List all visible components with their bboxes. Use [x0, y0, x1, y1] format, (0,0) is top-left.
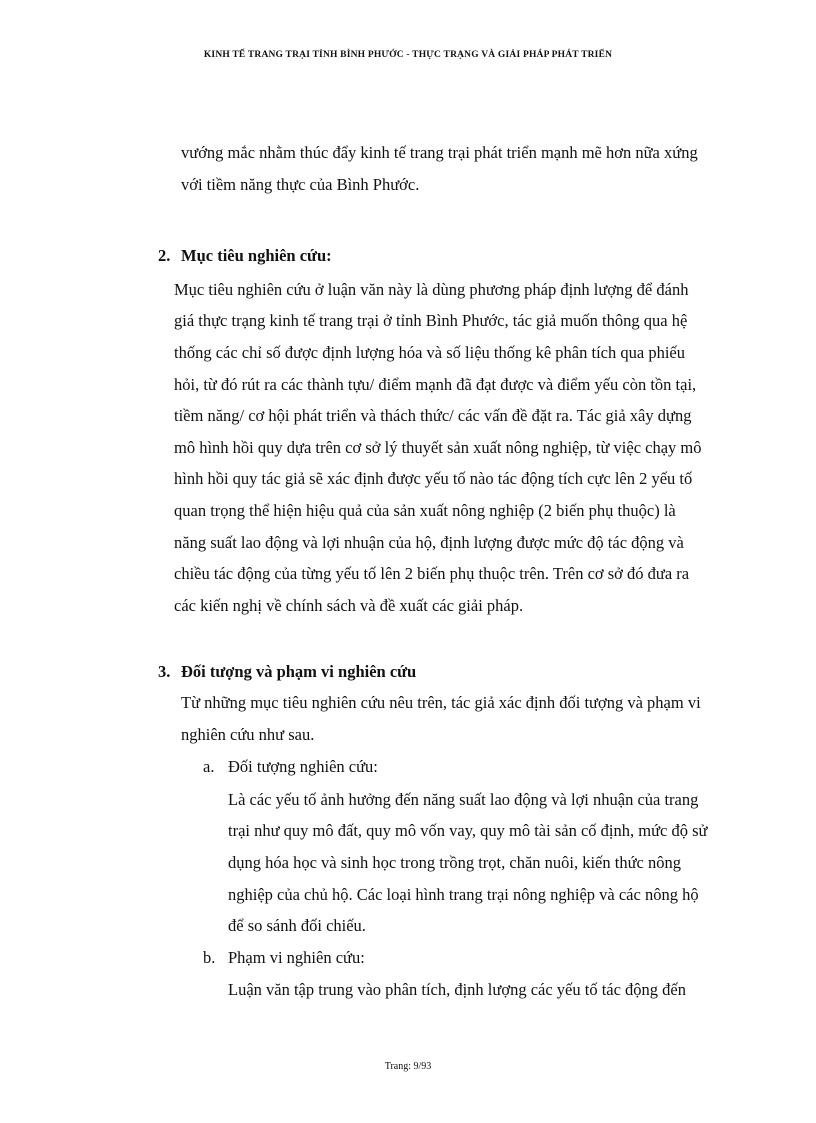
paragraph-line: trại như quy mô đất, quy mô vốn vay, quy mô tài sản cố định, mức độ sử	[228, 821, 708, 840]
paragraph-line: Là các yếu tố ảnh hưởng đến năng suất lao động và lợi nhuận của trang	[228, 790, 699, 809]
paragraph-line: chiều tác động của từng yếu tố lên 2 biến phụ thuộc trên. Trên cơ sở đó đưa ra	[174, 564, 690, 583]
paragraph-line: hình hồi quy tác giả sẽ xác định được yếu tố nào tác động tích cực lên 2 yếu tố	[174, 469, 693, 488]
section-number: 3.	[158, 662, 171, 681]
list-label: a.	[203, 757, 215, 776]
paragraph-line: quan trọng thể hiện hiệu quả của sản xuất nông nghiệp (2 biến phụ thuộc) là	[174, 501, 676, 520]
paragraph-line: mô hình hồi quy dựa trên cơ sở lý thuyết sản xuất nông nghiệp, từ việc chạy mô	[174, 438, 702, 457]
page-number: Trang: 9/93	[384, 1061, 432, 1072]
section-heading: Đối tượng và phạm vi nghiên cứu	[181, 662, 417, 681]
intro-line: với tiềm năng thực của Bình Phước.	[181, 175, 420, 194]
running-header: KINH TẾ TRANG TRẠI TỈNH BÌNH PHƯỚC - THỰC TRẠNG VÀ GIẢI PHÁP PHÁT TRIỂN	[203, 50, 613, 60]
paragraph-line: tiềm năng/ cơ hội phát triển và thách thức/ các vấn đề đặt ra. Tác giả xây dựng	[174, 406, 692, 425]
paragraph-line: dụng hóa học và sinh học trong trồng trọt, chăn nuôi, kiến thức nông	[228, 853, 681, 872]
paragraph-line: Luận văn tập trung vào phân tích, định lượng các yếu tố tác động đến	[228, 980, 686, 999]
paragraph-line: Mục tiêu nghiên cứu ở luận văn này là dùng phương pháp định lượng để đánh	[174, 280, 689, 299]
paragraph-line: nghiệp của chủ hộ. Các loại hình trang trại nông nghiệp và các nông hộ	[228, 885, 699, 904]
paragraph-line: năng suất lao động và lợi nhuận của hộ, định lượng được mức độ tác động và	[174, 533, 684, 552]
paragraph-line: các kiến nghị về chính sách và đề xuất các giải pháp.	[174, 596, 524, 615]
subsection-heading: Đối tượng nghiên cứu:	[228, 757, 378, 776]
paragraph-line: nghiên cứu như sau.	[181, 725, 315, 744]
list-label: b.	[203, 948, 216, 967]
paragraph-line: để so sánh đối chiếu.	[228, 916, 366, 935]
section-number: 2.	[158, 246, 171, 265]
section-heading: Mục tiêu nghiên cứu:	[181, 246, 332, 265]
paragraph-line: giá thực trạng kinh tế trang trại ở tỉnh Bình Phước, tác giả muốn thông qua hệ	[174, 311, 688, 330]
paragraph-line: thống các chỉ số được định lượng hóa và số liệu thống kê phân tích qua phiếu	[174, 343, 685, 362]
intro-line: vướng mắc nhằm thúc đẩy kinh tế trang trại phát triển mạnh mẽ hơn nữa xứng	[181, 143, 698, 162]
paragraph-line: Từ những mục tiêu nghiên cứu nêu trên, tác giả xác định đối tượng và phạm vi	[181, 693, 701, 712]
paragraph-line: hỏi, từ đó rút ra các thành tựu/ điểm mạnh đã đạt được và điểm yếu còn tồn tại,	[174, 375, 697, 394]
subsection-heading: Phạm vi nghiên cứu:	[228, 948, 365, 967]
